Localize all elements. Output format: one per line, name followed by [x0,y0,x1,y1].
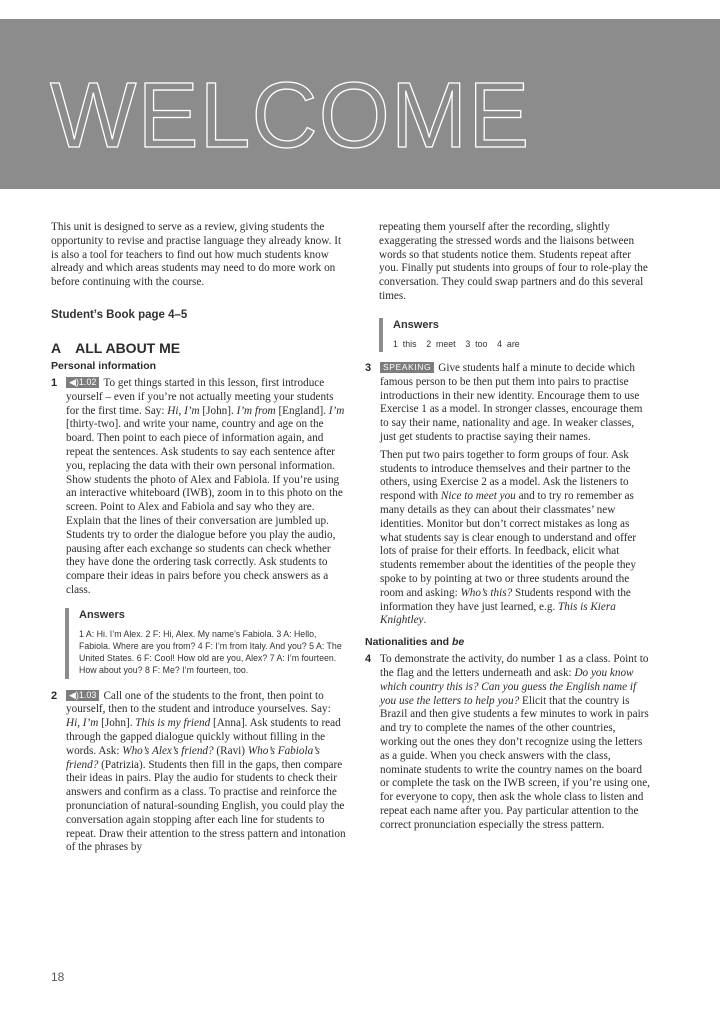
students-book-page-ref: Student’s Book page 4–5 [51,308,188,321]
exercise-number: 1 [51,376,58,389]
audio-track-badge[interactable]: ◀)1.03 [66,690,99,701]
intro-paragraph: This unit is designed to serve as a review, giving students the opportunity to revise and practise language they already know. It is also a tool for teachers to find out how much students know already and which areas students may need to do more work on before continuing with the course. [51,221,342,289]
audio-track-badge[interactable]: ◀)1.02 [66,377,99,388]
answers-heading: Answers [393,318,439,331]
exercise-1 [51,377,347,598]
speaker-icon: ◀) [69,376,79,387]
answers-text: 1 this 2 meet 3 too 4 are [393,338,520,349]
section-title: ALL ABOUT ME [75,339,181,356]
exercise-1-text: ◀)1.02 To get things started in this lesson, first introduce yourself – even if you’re not actually meeting your students for the first time. Say: Hi, I’m [John]. I’m from [England]. I’m [thirty-two]. and write your name, country and age on the board. Then point to each piece of information again, and repeat the sentences. Ask students to say each sentence after you, replacing the data with their own personal information. Show students the photo of Alex and Fabiola. If you’re using an interactive whiteboard (IWB), zoom in to this photo on the screen. Point to Alex and Fabiola and say who they are. Explain that the lines of their conversation are jumbled up. Students try to order the dialogue before you play the audio, pausing after each exchange so students can check whether they have done the ordering task correctly. Ask students to compare their ideas in pairs before you check answers as a class. [66,376,345,596]
exercise-number: 2 [51,689,58,702]
exercise-3 [365,362,653,628]
left-column [51,221,347,865]
exercise-2-text: ◀)1.03 Call one of the students to the front, then point to yourself, then to the student and introduce yourselves. Say: Hi, I’m [John]. This is my friend [Anna]. Ask students to read through the gapped dialogue quickly without filling in the words. Ask: Who’s Alex’s friend? (Ravi) Who’s Fabiola’s friend? (Patrizia). Students then fill in the gaps, then compare their ideas in pairs. Play the audio for students to check their answers and confirm as a class. To practise and reinforce the pronunciation of natural-sounding English, you could play the conversation again stopping after each line for students to repeat. Draw their attention to the stress pattern and intonation of the phrases by [66,689,346,854]
exercise-2-continued: repeating them yourself after the recording, slightly exaggerating the stressed words and the liaisons between words so that students notice them. Students repeat after you. Finally put students into groups of four to role-play the conversation. They could swap partners and do this several times. [379,221,648,302]
subheading-personal-information: Personal information [51,359,157,372]
exercise-2 [51,690,347,856]
subheading-nationalities: Nationalities and be [365,636,465,649]
exercise-4-text: To demonstrate the activity, do number 1 as a class. Point to the flag and the letters underneath and ask: Do you know which country this is? Can you guess the English name if you use the letters to help you? Elicit that the country is Brazil and then give students a few minutes to work in pairs and try to complete the names of the other countries, working out the ones they don’t recognize using the letters as a guide. When you check answers with the class, nominate students to write the country names on the board or complete the task on the IWB screen, if you’re using one, for everyone to copy, then ask the whole class to listen and repeat each name after you. Pay particular attention to the correct pronunciation especially the stress pattern. [380,653,650,831]
speaking-badge: SPEAKING [380,362,434,373]
answers-box-2 [379,318,653,352]
speaker-icon: ◀) [69,689,79,700]
page-number: 18 [51,970,65,984]
exercise-3-text: SPEAKING Give students half a minute to decide which famous person to be then put them into pairs to practise introductions in their new identity. Encourage them to use Exercise 1 as a model. In stronger classes, encourage them to say their name, nationality and age. In weaker classes, just get students to practise saying their names. [380,361,643,443]
section-letter: A [51,339,62,356]
answers-text: 1 A: Hi. I’m Alex. 2 F: Hi, Alex. My name’s Fabiola. 3 A: Hello, Fabiola. Where are you from? 4 F: I’m from Italy. And you? 5 A: The United States. 6 F: Cool! How old are you, Alex? 7 A: I’m fourteen. How about you? 8 F: Me? I’m fourteen, too. [79,628,342,676]
exercise-number: 3 [365,361,372,374]
page-title: WELCOME [50,63,531,167]
section-heading [51,340,347,356]
title-banner [0,19,720,189]
answers-heading: Answers [79,608,125,621]
exercise-number: 4 [365,653,372,666]
answers-box-1 [65,608,347,679]
right-column [365,221,653,842]
exercise-3-paragraph-2: Then put two pairs together to form groups of four. Ask students to introduce themselves and their partner to the others, using Exercise 2 as a model. Ask the listeners to respond with Nice to meet you and to try ro remember as many details as they can about their classmates’ new identities. Monitor but don’t correct mistakes as long as what students say is clear enough to understand and offer lots of praise for their efforts. In feedback, elicit what students remember about the identities of the people they spoke to by pointing at two or three students around the room and asking: Who’s this? Students respond with the information they have just learned, e.g. This is Kiera Knightley. [380,448,637,627]
exercise-4 [365,653,653,832]
